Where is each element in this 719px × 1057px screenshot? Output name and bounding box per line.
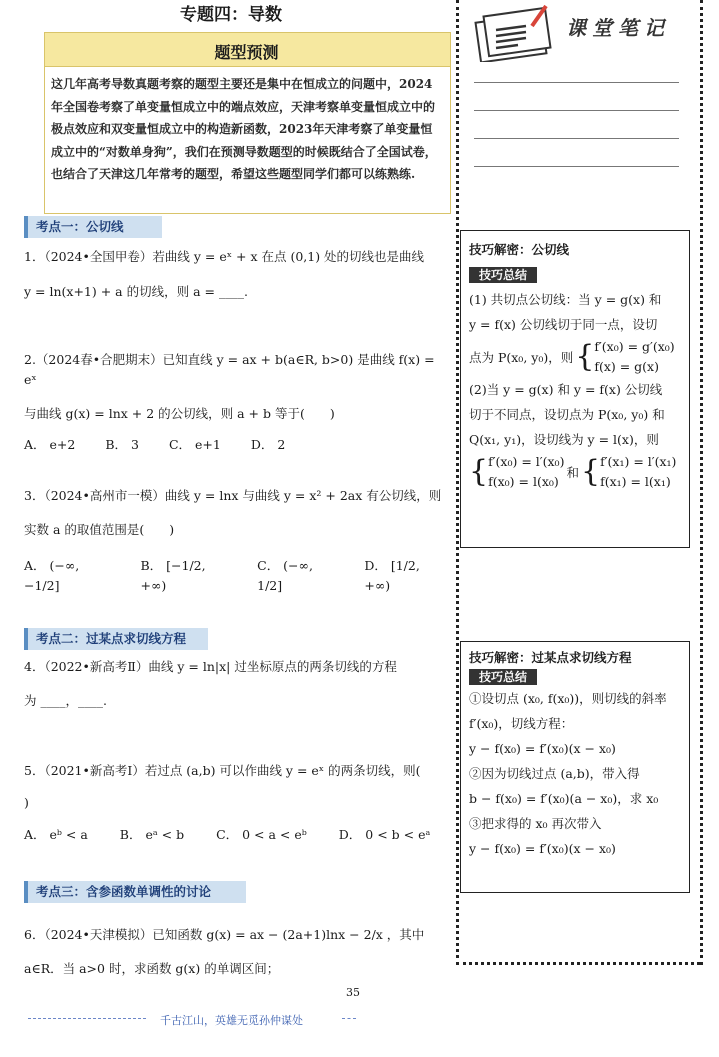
tip2-line: ③把求得的 x₀ 再次带入 xyxy=(469,816,602,831)
option-c: C． 0 < a < eᵇ xyxy=(216,827,307,842)
option-c: C． e+1 xyxy=(168,437,221,452)
tip1-eq: f′(x₀) = l′(x₀) xyxy=(488,454,565,469)
question-5-line2: ) xyxy=(24,795,29,810)
question-3 xyxy=(24,486,444,596)
option-d: D． [1/2, +∞) xyxy=(364,558,420,593)
tip2-line: ①设切点 (x₀, f(x₀))，则切线的斜率 xyxy=(469,691,667,706)
question-6-line1: 6．（2024•天津模拟）已知函数 g(x) = ax − (2a+1)lnx − 2/x ，其中 xyxy=(24,927,425,942)
tip1-eq: f′(x₀) = g′(x₀) xyxy=(594,339,675,354)
question-2 xyxy=(24,350,444,455)
tip1-line: (1) 共切点公切线：当 y = g(x) 和 xyxy=(469,292,662,307)
question-3-options xyxy=(24,556,444,596)
option-d: D． 0 < b < eᵃ xyxy=(338,827,431,842)
tip1-system3 xyxy=(600,452,676,492)
tip2-line: y − f(x₀) = f′(x₀)(x − x₀) xyxy=(469,741,616,756)
note-line xyxy=(474,82,679,83)
page-number: 35 xyxy=(346,986,360,999)
tip2-line: b − f(x₀) = f′(x₀)(a − x₀)，求 x₀ xyxy=(469,791,659,806)
tip1-line: 切于不同点，设切点为 P(x₀, y₀) 和 xyxy=(469,407,665,422)
option-a: A． eᵇ < a xyxy=(24,827,88,842)
question-5-line1: 5．（2021•新高考Ⅰ）若过点 (a,b) 可以作曲线 y = eˣ 的两条切线，则( xyxy=(24,763,421,778)
brace-icon: { xyxy=(469,454,489,489)
footer-divider-left xyxy=(28,1018,146,1019)
brace-icon: { xyxy=(580,454,601,489)
tip1-system2 xyxy=(488,452,564,492)
tip1-line: y = f(x) 公切线切于同一点，设切 xyxy=(469,317,658,332)
section-tag-1: 考点一：公切线 xyxy=(24,216,162,238)
notes-border-bottom xyxy=(456,962,700,965)
tip2-line: ②因为切线过点 (a,b)，带入得 xyxy=(469,766,640,781)
option-a: A． e+2 xyxy=(24,437,76,452)
tip1-system1 xyxy=(594,337,674,377)
question-5-options xyxy=(24,825,444,845)
question-4 xyxy=(24,657,444,711)
question-4-line1: 4．（2022•新高考Ⅱ）曲线 y = ln|x| 过坐标原点的两条切线的方程 xyxy=(24,659,397,674)
brace-icon: { xyxy=(575,339,595,374)
question-2-line1: 2.（2024春•合肥期末）已知直线 y = ax + b(a∈R, b>0) 是曲线 f(x) = eˣ xyxy=(24,352,435,387)
tip1-eq: f(x₁) = l(x₁) xyxy=(600,474,671,489)
option-c: C． (−∞, 1/2] xyxy=(257,558,313,593)
note-line xyxy=(474,138,679,139)
intro-text: 这几年高考导数真题考察的题型主要还是集中在恒成立的问题中，2024年全国卷考察了单变量恒成立中的端点效应，天津考察单变量恒成立中的极点效应和双变量恒成立中的构造新函数，2023年天津考察了单变量恒成立中的“对数单身狗”，我们在预测导数题型的时候既结合了全国试卷，也结合了天津这几年常考的题型，希望这些题型同学们都可以练熟练. xyxy=(44,66,451,214)
question-1-line2: y = ln(x+1) + a 的切线，则 a = ____. xyxy=(24,284,248,299)
section-tag-3: 考点三：含参函数单调性的讨论 xyxy=(24,881,246,903)
tip1-line: (2)当 y = g(x) 和 y = f(x) 公切线 xyxy=(469,382,663,397)
page-title: 专题四：导数 xyxy=(180,5,282,25)
question-1 xyxy=(24,247,444,302)
tip2-title: 技巧解密：过某点求切线方程 xyxy=(469,650,632,665)
note-line xyxy=(474,110,679,111)
question-1-line1: 1．（2024•全国甲卷）若曲线 y = eˣ + x 在点 (0,1) 处的切线也是曲线 xyxy=(24,249,425,264)
tip1-title: 技巧解密：公切线 xyxy=(469,242,570,257)
option-a: A． (−∞, −1/2] xyxy=(24,558,80,593)
question-3-line1: 3．（2024•高州市一模）曲线 y = lnx 与曲线 y = x² + 2ax 有公切线，则 xyxy=(24,488,442,503)
notes-border-left xyxy=(456,0,459,965)
intro-heading: 题型预测 xyxy=(214,43,279,62)
notes-title: 课堂笔记 xyxy=(566,16,670,40)
note-line xyxy=(474,166,679,167)
question-2-options xyxy=(24,435,444,455)
notebook-icon xyxy=(474,4,554,62)
tip1-tag: 技巧总结 xyxy=(469,267,537,283)
footer-divider-right xyxy=(342,1018,356,1019)
question-3-line2: 实数 a 的取值范围是( ) xyxy=(24,522,175,537)
option-d: D． 2 xyxy=(250,437,286,452)
tip-box-tangent-point xyxy=(460,641,690,893)
tip1-and: 和 xyxy=(566,464,579,480)
tip-box-tangent xyxy=(460,230,690,548)
tip1-eq: f(x) = g(x) xyxy=(594,359,659,374)
tip2-line: y − f(x₀) = f′(x₀)(x − x₀) xyxy=(469,841,616,856)
section-tag-2: 考点二：过某点求切线方程 xyxy=(24,628,208,650)
option-b: B． [−1/2, +∞) xyxy=(140,558,206,593)
tip1-eq: f′(x₁) = l′(x₁) xyxy=(600,454,677,469)
tip2-tag: 技巧总结 xyxy=(469,669,537,685)
option-b: B． eᵃ < b xyxy=(119,827,185,842)
footer-text: 千古江山，英雄无觅孙仲谋处 xyxy=(160,1014,303,1027)
question-5 xyxy=(24,761,444,845)
question-6-line2: a∈R．当 a>0 时，求函数 g(x) 的单调区间； xyxy=(24,961,280,976)
option-b: B． 3 xyxy=(105,437,139,452)
question-4-line2: 为 ____，____. xyxy=(24,693,107,708)
tip1-line: 点为 P(x₀, y₀)，则 xyxy=(469,349,574,365)
tip1-line: Q(x₁, y₁)，设切线为 y = l(x)，则 xyxy=(469,432,659,447)
notes-border-right xyxy=(700,0,703,965)
question-6 xyxy=(24,925,444,979)
tip1-eq: f(x₀) = l(x₀) xyxy=(488,474,559,489)
tip2-line: f′(x₀)，切线方程： xyxy=(469,716,574,731)
question-2-line2: 与曲线 g(x) = lnx + 2 的公切线，则 a + b 等于( ) xyxy=(24,406,335,421)
